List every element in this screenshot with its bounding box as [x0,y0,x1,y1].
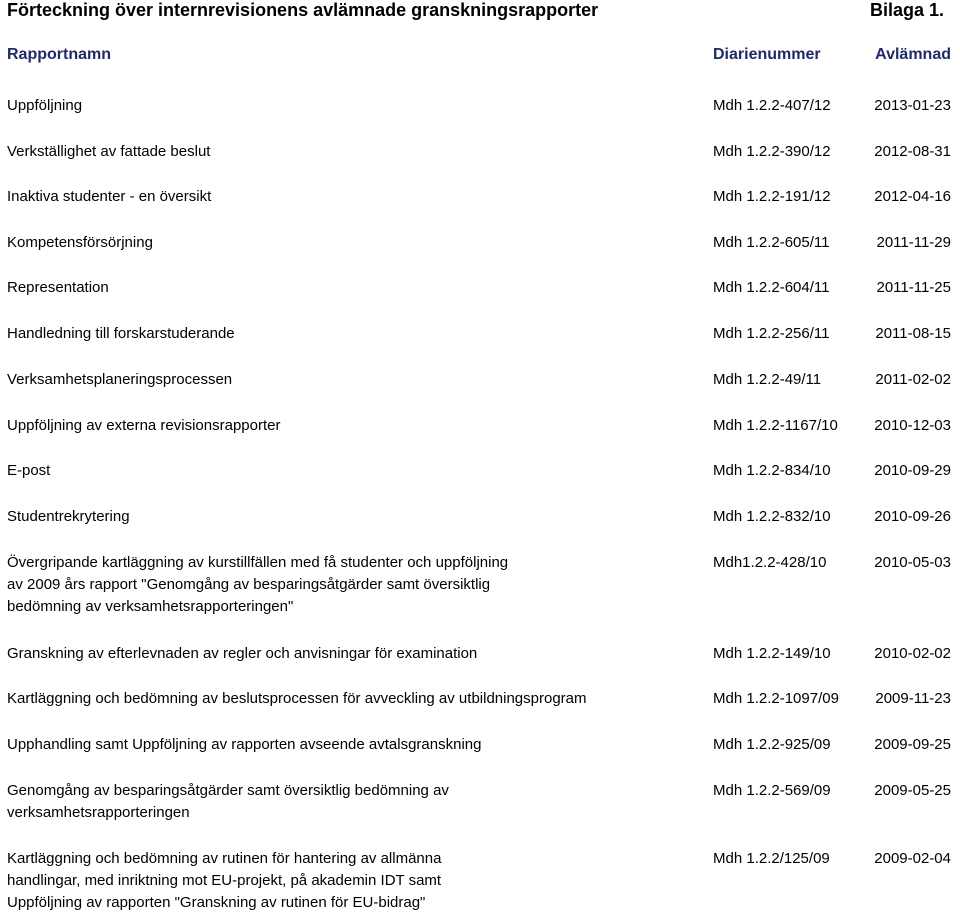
delivered-date: 2010-05-03 [874,554,951,571]
report-name-line: av 2009 års rapport "Genomgång av besparingsåtgärder samt översiktlig [7,576,491,593]
report-name-line: Kartläggning och bedömning av rutinen för hantering av allmänna [7,850,442,867]
delivered-date: 2012-08-31 [874,143,951,160]
diarienummer: Mdh 1.2.2-834/10 [713,462,831,479]
report-name [7,277,697,299]
report-name-line: E-post [7,462,51,479]
diarienummer: Mdh 1.2.2-191/12 [713,188,831,205]
report-name-line: Verkställighet av fattade beslut [7,143,211,160]
delivered-date: 2010-02-02 [874,645,951,662]
delivered-date: 2009-11-23 [875,690,951,707]
report-name [7,415,697,437]
delivered-date: 2013-01-23 [874,97,951,114]
report-name [7,506,697,528]
report-name-line: Kartläggning och bedömning av beslutsprocessen för avveckling av utbildningsprogram [7,690,587,707]
report-name [7,780,697,824]
report-name-line: Övergripande kartläggning av kurstillfällen med få studenter och uppföljning [7,554,509,571]
report-name-line: verksamhetsrapporteringen [7,804,190,821]
report-name [7,848,697,914]
report-name [7,460,697,482]
report-name [7,323,697,345]
diarienummer: Mdh 1.2.2-49/11 [713,371,822,388]
header-delivered: Avlämnad [875,46,951,63]
delivered-date: 2011-11-29 [876,234,951,251]
report-name [7,643,697,665]
delivered-date: 2011-08-15 [875,325,951,342]
diarienummer: Mdh 1.2.2-149/10 [713,645,831,662]
report-name [7,95,697,117]
delivered-date: 2009-02-04 [874,850,951,867]
report-name-line: Genomgång av besparingsåtgärder samt översiktlig bedömning av [7,782,449,799]
report-name-line: Uppföljning av externa revisionsrapporter [7,417,281,434]
report-name-line: Handledning till forskarstuderande [7,325,235,342]
diarienummer: Mdh 1.2.2-569/09 [713,782,831,799]
diarienummer: Mdh 1.2.2-1167/10 [713,417,838,434]
diarienummer: Mdh1.2.2-428/10 [713,554,827,571]
appendix-label: Bilaga 1. [869,0,944,20]
report-name-line: Kompetensförsörjning [7,234,153,251]
delivered-date: 2009-05-25 [874,782,951,799]
diarienummer: Mdh 1.2.2-605/11 [713,234,830,251]
report-name-line: Granskning av efterlevnaden av regler och anvisningar för examination [7,645,478,662]
delivered-date: 2010-12-03 [874,417,951,434]
report-name [7,552,697,618]
delivered-date: 2012-04-16 [874,188,951,205]
report-name-line: Verksamhetsplaneringsprocessen [7,371,233,388]
diarienummer: Mdh 1.2.2/125/09 [713,850,830,867]
diarienummer: Mdh 1.2.2-925/09 [713,736,831,753]
report-name-line: Representation [7,279,109,296]
document-title: Förteckning över internrevisionens avlämnade granskningsrapporter [7,0,599,20]
diarienummer: Mdh 1.2.2-390/12 [713,143,831,160]
report-name [7,734,697,756]
report-name [7,688,697,710]
report-name-line: Inaktiva studenter - en översikt [7,188,212,205]
diarienummer: Mdh 1.2.2-256/11 [713,325,830,342]
report-name [7,186,697,208]
report-name-line: Uppföljning [7,97,83,114]
report-name-line: handlingar, med inriktning mot EU-projekt, på akademin IDT samt [7,872,442,889]
report-name-line: Studentrekrytering [7,508,130,525]
header-report-name: Rapportnamn [7,46,111,63]
report-name [7,141,697,163]
diarienummer: Mdh 1.2.2-1097/09 [713,690,839,707]
delivered-date: 2011-02-02 [875,371,951,388]
delivered-date: 2010-09-29 [874,462,951,479]
report-name [7,369,697,391]
report-name-line: bedömning av verksamhetsrapporteringen" [7,598,294,615]
diarienummer: Mdh 1.2.2-407/12 [713,97,831,114]
report-name-line: Uppföljning av rapporten "Granskning av rutinen för EU-bidrag" [7,894,426,911]
delivered-date: 2010-09-26 [874,508,951,525]
header-diarienummer: Diarienummer [713,46,821,63]
report-name [7,232,697,254]
delivered-date: 2011-11-25 [876,279,951,296]
diarienummer: Mdh 1.2.2-832/10 [713,508,831,525]
diarienummer: Mdh 1.2.2-604/11 [713,279,830,296]
report-name-line: Upphandling samt Uppföljning av rapporten avseende avtalsgranskning [7,736,482,753]
delivered-date: 2009-09-25 [874,736,951,753]
